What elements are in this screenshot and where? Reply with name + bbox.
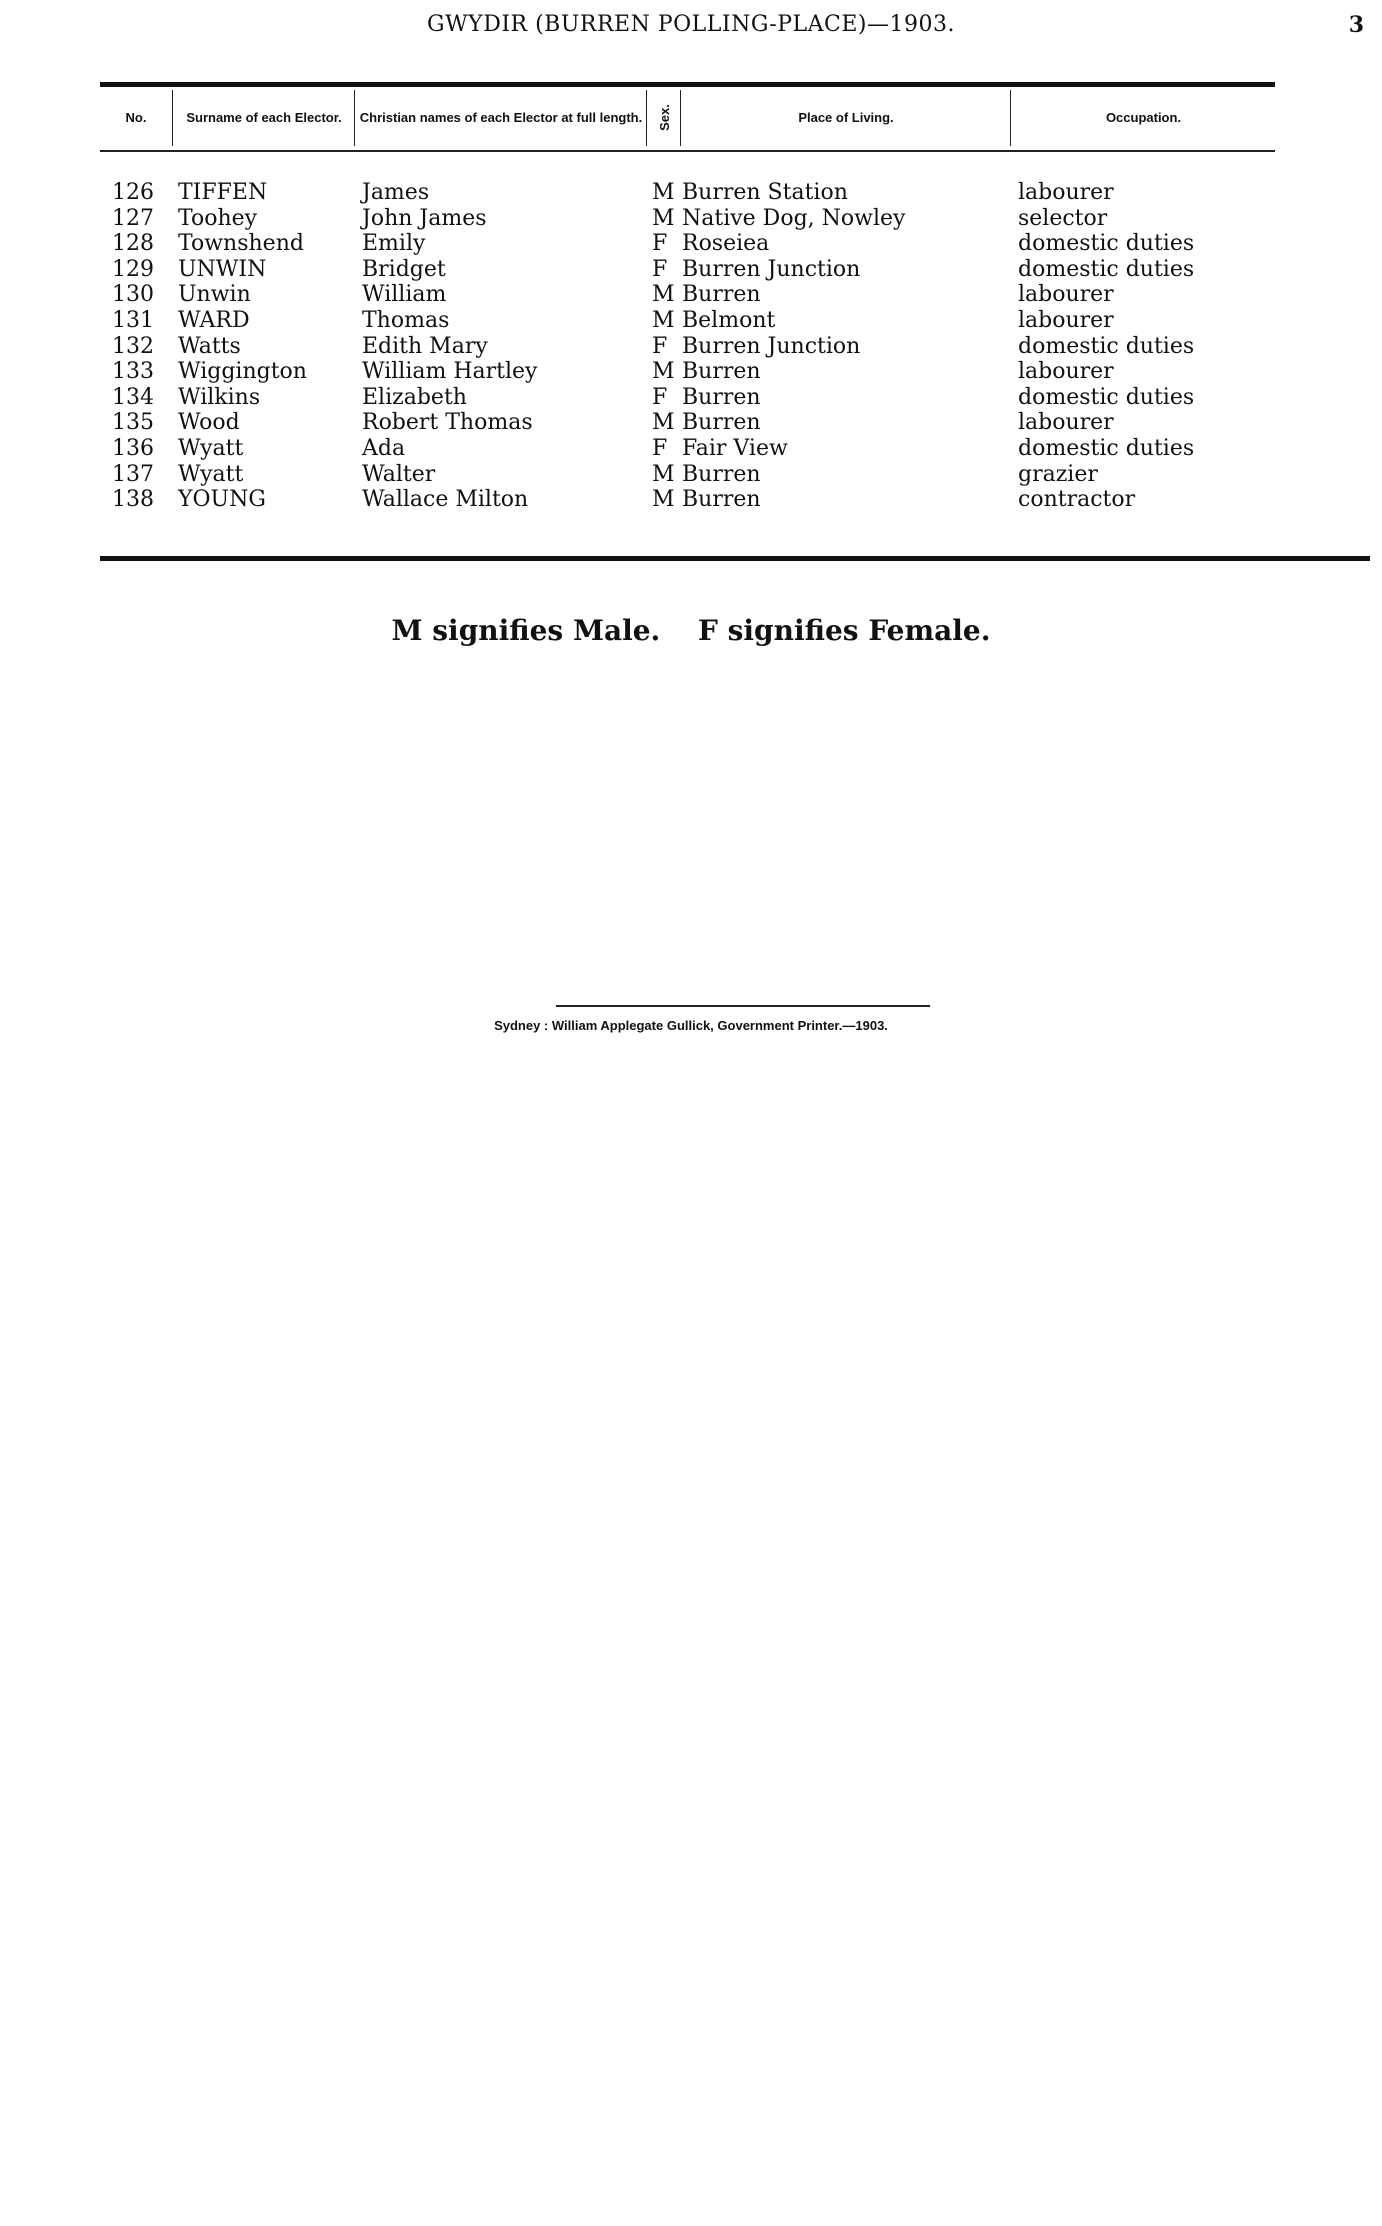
cell-sex: F [652, 256, 668, 282]
col-header-occupation: Occupation. [1105, 109, 1182, 125]
cell-occupation: grazier [1018, 461, 1098, 487]
table-row [0, 206, 1382, 232]
cell-place-of-living: Burren [682, 359, 761, 385]
cell-sex: M [652, 359, 675, 385]
cell-no: 128 [112, 231, 154, 257]
cell-christian-names: William Hartley [362, 359, 538, 385]
table-header [100, 88, 1275, 148]
table-row [0, 385, 1382, 411]
cell-place-of-living: Fair View [682, 436, 788, 461]
cell-no: 129 [112, 256, 154, 282]
cell-surname: WARD [178, 308, 250, 333]
cell-sex: M [652, 180, 675, 205]
cell-place-of-living: Native Dog, Nowley [682, 205, 906, 231]
cell-no: 136 [112, 436, 154, 461]
table-header-rule [100, 150, 1275, 152]
table-row [0, 257, 1382, 283]
cell-occupation: labourer [1018, 410, 1114, 436]
table-row [0, 410, 1382, 436]
cell-christian-names: Edith Mary [362, 333, 488, 359]
cell-surname: Wood [178, 410, 240, 436]
cell-occupation: domestic duties [1018, 436, 1195, 461]
col-header-sex: Sex. [656, 103, 672, 131]
col-divider [680, 90, 681, 146]
table-row [0, 487, 1382, 513]
cell-christian-names: William [362, 282, 447, 308]
cell-christian-names: Emily [362, 231, 426, 257]
col-header-no: No. [125, 109, 147, 125]
cell-place-of-living: Burren [682, 282, 761, 308]
col-divider [354, 90, 355, 146]
cell-no: 131 [112, 308, 154, 333]
cell-surname: Wyatt [178, 461, 244, 487]
cell-no: 135 [112, 410, 154, 436]
cell-christian-names: James [362, 180, 430, 205]
cell-no: 130 [112, 282, 154, 308]
table-row [0, 231, 1382, 257]
cell-occupation: domestic duties [1018, 384, 1195, 410]
cell-christian-names: Thomas [362, 308, 450, 333]
cell-surname: Townshend [178, 231, 304, 257]
cell-place-of-living: Burren [682, 461, 761, 487]
cell-christian-names: Bridget [362, 256, 446, 282]
cell-surname: Unwin [178, 282, 251, 308]
page-number: 3 [1348, 12, 1364, 38]
cell-surname: Watts [178, 333, 241, 359]
cell-sex: F [652, 436, 668, 461]
table-row [0, 308, 1382, 334]
cell-no: 137 [112, 461, 154, 487]
cell-occupation: selector [1018, 205, 1108, 231]
table-row [0, 180, 1382, 206]
cell-no: 138 [112, 487, 154, 513]
sex-legend [0, 614, 1382, 647]
table-row [0, 282, 1382, 308]
cell-occupation: domestic duties [1018, 256, 1195, 282]
page-title: GWYDIR (BURREN POLLING-PLACE)—1903. [427, 12, 955, 37]
col-divider [172, 90, 173, 146]
cell-occupation: labourer [1018, 359, 1114, 385]
cell-sex: M [652, 282, 675, 308]
col-header-surname: Surname of each Elector. [186, 109, 342, 125]
cell-christian-names: Elizabeth [362, 384, 467, 410]
printer-imprint: Sydney : William Applegate Gullick, Government Printer.—1903. [494, 1018, 888, 1033]
cell-sex: M [652, 205, 675, 231]
cell-occupation: labourer [1018, 308, 1114, 333]
cell-occupation: domestic duties [1018, 231, 1195, 257]
cell-no: 133 [112, 359, 154, 385]
cell-christian-names: Ada [362, 436, 406, 461]
table-top-rule [100, 82, 1275, 87]
table-row [0, 462, 1382, 488]
cell-place-of-living: Burren [682, 487, 761, 513]
col-header-christian: Christian names of each Elector at full length. [359, 109, 643, 125]
cell-sex: M [652, 487, 675, 513]
cell-place-of-living: Burren [682, 384, 761, 410]
cell-place-of-living: Belmont [682, 308, 776, 333]
cell-occupation: contractor [1018, 487, 1136, 513]
table-row [0, 359, 1382, 385]
cell-no: 126 [112, 180, 154, 205]
table-row [0, 436, 1382, 462]
page-header [0, 12, 1382, 48]
cell-place-of-living: Burren [682, 410, 761, 436]
imprint-rule [556, 1005, 930, 1007]
cell-christian-names: John James [362, 205, 487, 231]
cell-place-of-living: Burren Station [682, 180, 848, 205]
col-header-place: Place of Living. [798, 109, 894, 125]
cell-place-of-living: Burren Junction [682, 256, 861, 282]
cell-no: 127 [112, 205, 154, 231]
cell-occupation: labourer [1018, 282, 1114, 308]
legend-male: M signifies Male. [391, 614, 661, 647]
cell-sex: F [652, 231, 668, 257]
cell-place-of-living: Burren Junction [682, 333, 861, 359]
cell-surname: YOUNG [178, 487, 266, 513]
cell-sex: M [652, 410, 675, 436]
legend-female: F signifies Female. [698, 614, 991, 647]
cell-sex: F [652, 384, 668, 410]
col-divider [646, 90, 647, 146]
cell-christian-names: Robert Thomas [362, 410, 533, 436]
cell-surname: Wiggington [178, 359, 307, 385]
cell-christian-names: Walter [362, 461, 436, 487]
cell-place-of-living: Roseiea [682, 231, 770, 257]
cell-no: 134 [112, 384, 154, 410]
cell-occupation: domestic duties [1018, 333, 1195, 359]
cell-christian-names: Wallace Milton [362, 487, 529, 513]
table-row [0, 334, 1382, 360]
cell-sex: M [652, 461, 675, 487]
table-bottom-rule [100, 556, 1370, 561]
cell-surname: TIFFEN [178, 180, 268, 205]
cell-surname: Toohey [178, 205, 258, 231]
cell-no: 132 [112, 333, 154, 359]
cell-occupation: labourer [1018, 180, 1114, 205]
col-divider [1010, 90, 1011, 146]
cell-sex: F [652, 333, 668, 359]
cell-surname: Wyatt [178, 436, 244, 461]
cell-surname: UNWIN [178, 256, 267, 282]
cell-sex: M [652, 308, 675, 333]
cell-surname: Wilkins [178, 384, 261, 410]
